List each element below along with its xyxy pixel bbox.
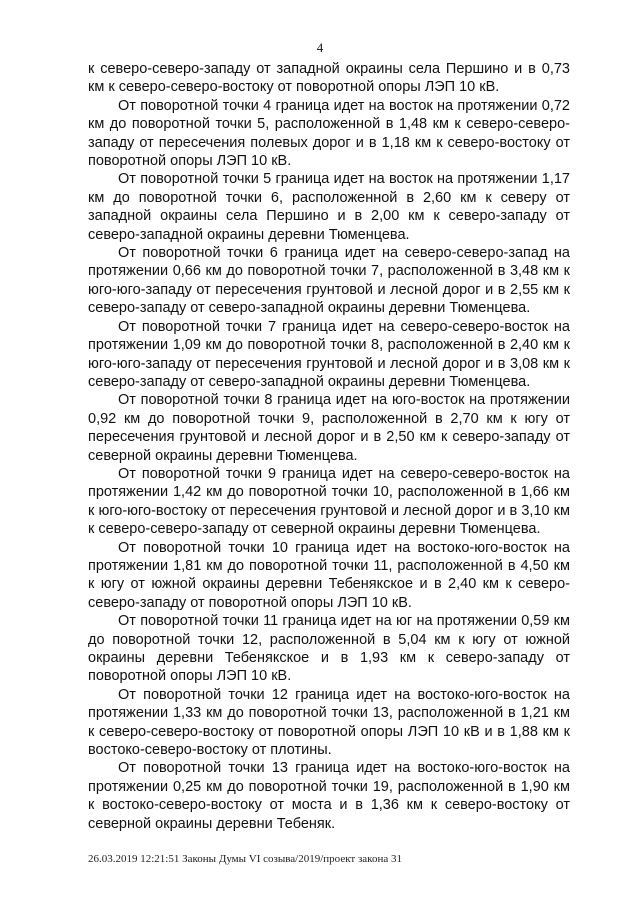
page-number: 4 [316,40,324,55]
paragraph-point-7: От поворотной точки 7 граница идет на северо-северо-восток на протяжении 1,09 км до поворотной точки 8, расположенной в 2,40 км к юго-юго-западу от пересечения грунтовой и лесной дорог и в 3,08 км к северо-западу от северо-западной окраины деревни Тюменцева. [88,318,570,390]
document-body [88,60,570,833]
paragraph-point-9: От поворотной точки 9 граница идет на северо-северо-восток на протяжении 1,42 км до поворотной точки 10, расположенной в 1,66 км к юго-юго-востоку от пересечения грунтовой и лесной дорог и в 3,10 км к северо-северо-западу от северной окраины деревни Тюменцева. [88,465,570,538]
document-footer: 26.03.2019 12:21:51 Законы Думы VI созыва/2019/проект закона 31 [88,853,402,865]
paragraph-point-13: От поворотной точки 13 граница идет на востоко-юго-восток на протяжении 0,25 км до поворотной точки 19, расположенной в 1,90 км к востоко-северо-востоку от моста и в 1,36 км к северо-востоку от северной окраины деревни Тебеняк. [88,760,570,832]
paragraph-point-11: От поворотной точки 11 граница идет на юг на протяжении 0,59 км до поворотной точки 12, расположенной в 5,04 км к югу от южной окраины деревни Тебенякское и в 1,93 км к северо-западу от поворотной опоры ЛЭП 10 кВ. [88,613,570,685]
paragraph-point-8: От поворотной точки 8 граница идет на юго-восток на протяжении 0,92 км до поворотной точки 9, расположенной в 2,70 км к югу от пересечения грунтовой и лесной дорог и в 2,50 км к северо-западу от северной окраины деревни Тюменцева. [88,392,570,464]
paragraph-point-6: От поворотной точки 6 граница идет на северо-северо-запад на протяжении 0,66 км до поворотной точки 7, расположенной в 3,48 км к юго-юго-западу от пересечения грунтовой и лесной дорог и в 2,55 км к северо-западу от северо-западной окраины деревни Тюменцева. [88,245,570,317]
paragraph-point-5: От поворотной точки 5 граница идет на восток на протяжении 1,17 км до поворотной точки 6, расположенной в 2,60 км к северу от западной окраины села Першино и в 2,00 км к северо-западу от северо-западной окраины деревни Тюменцева. [88,171,570,243]
paragraph-point-4: От поворотной точки 4 граница идет на восток на протяжении 0,72 км до поворотной точки 5, расположенной в 1,48 км к северо-северо-западу от пересечения полевых дорог и в 1,18 км к северо-востоку от поворотной опоры ЛЭП 10 кВ. [88,97,570,170]
paragraph-continuation: к северо-северо-западу от западной окраины села Першино и в 0,73 км к северо-северо-востоку от поворотной опоры ЛЭП 10 кВ. [88,61,570,96]
paragraph-point-10: От поворотной точки 10 граница идет на востоко-юго-восток на протяжении 1,81 км до поворотной точки 11, расположенной в 4,50 км к югу от южной окраины деревни Тебенякское и в 2,40 км к северо-северо-западу от поворотной опоры ЛЭП 10 кВ. [88,539,570,611]
paragraph-point-12: От поворотной точки 12 граница идет на востоко-юго-восток на протяжении 1,33 км до поворотной точки 13, расположенной в 1,21 км к северо-северо-востоку от поворотной опоры ЛЭП 10 кВ и в 1,88 км к востоко-северо-востоку от плотины. [88,686,570,759]
